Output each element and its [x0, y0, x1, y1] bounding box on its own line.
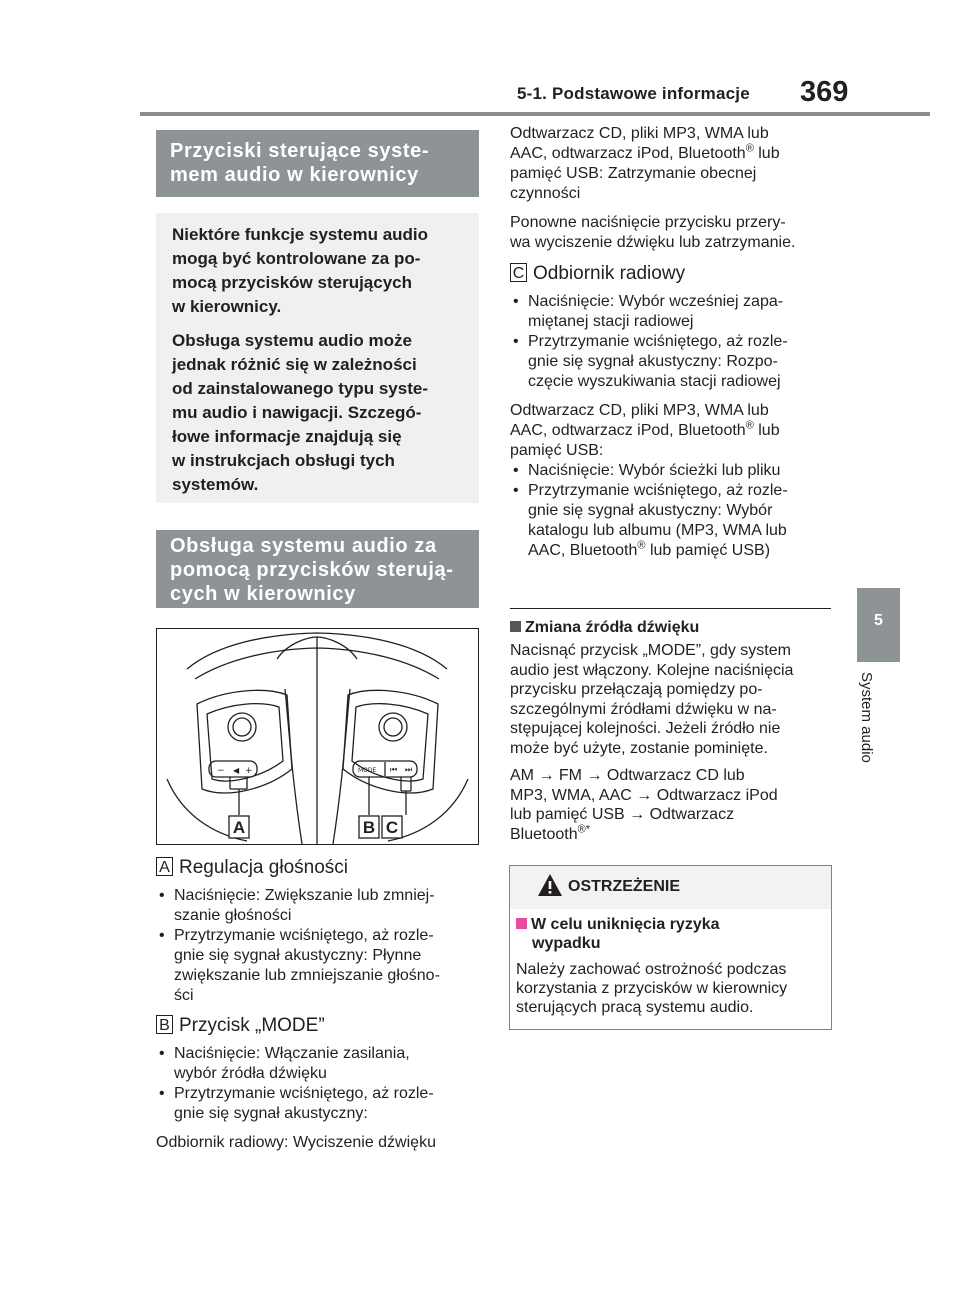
- text-line: AAC, odtwarzacz iPod, Bluetooth: [510, 422, 746, 439]
- continuation-paragraph: [510, 124, 840, 204]
- heading-steering-controls: [156, 130, 479, 197]
- section-title: 5-1. Podstawowe informacje: [517, 84, 750, 103]
- text-line: Ponowne naciśnięcie przycisku przery-: [510, 214, 786, 231]
- text-line: jednak różnić się w zależności: [172, 355, 417, 374]
- list-item: [510, 461, 840, 481]
- intro-paragraph-2: [172, 329, 465, 497]
- text-line: szanie głośności: [174, 907, 292, 924]
- warning-header: [510, 866, 831, 909]
- media-paragraph: [510, 401, 840, 461]
- tag-c: C: [510, 263, 527, 282]
- steering-wheel-drawing: [157, 629, 478, 844]
- radio-mute-line: Odbiornik radiowy: Wyciszenie dźwięku: [156, 1134, 436, 1151]
- text-line: pamięć USB:: [510, 442, 604, 459]
- tag-a: A: [156, 857, 173, 876]
- text-line: lub: [758, 422, 780, 439]
- text-line: Bluetooth: [510, 825, 578, 843]
- item-a-heading: [156, 857, 486, 879]
- heading-line: pomocą przycisków sterują-: [170, 559, 454, 581]
- text-line: korzystania z przycisków w kierownicy: [516, 980, 788, 997]
- text-line: przycisku przełączają pomiędzy po-: [510, 681, 763, 698]
- label-b: B: [362, 818, 376, 837]
- text-line: w instrukcjach obsługi tych: [172, 451, 395, 470]
- list-item: [156, 926, 486, 1006]
- text-line: MP3, WMA, AAC → Odtwarzacz iPod: [510, 786, 778, 804]
- text-line: wypadku: [532, 935, 601, 952]
- intro-paragraph-1: [172, 223, 465, 319]
- warning-triangle-icon: [537, 873, 563, 897]
- square-bullet-icon: [516, 918, 527, 929]
- heading-underline: [156, 606, 479, 608]
- text-line: AM → FM → Odtwarzacz CD lub: [510, 767, 745, 784]
- text-line: w kierownicy.: [172, 297, 282, 316]
- text-line: gnie się sygnał akustyczny:: [174, 1105, 368, 1122]
- heading-line: Przyciski sterujące syste-: [170, 140, 430, 162]
- text-line: zwiększanie lub zmniejszanie głośno-: [174, 967, 440, 984]
- intro-box: [156, 213, 479, 503]
- text-line: wa wyciszenie dźwięku lub zatrzymanie.: [510, 234, 796, 251]
- heading-line: mem audio w kierownicy: [170, 164, 419, 186]
- section-divider: [510, 608, 831, 609]
- left-column-text: [156, 857, 486, 1153]
- text-line: Niektóre funkcje systemu audio: [172, 225, 429, 244]
- heading-audio-operation: [156, 530, 479, 608]
- warning-title: OSTRZEŻENIE: [568, 878, 681, 895]
- list-item: [510, 481, 840, 561]
- text-line: Naciśnięcie: Włączanie zasilania,: [174, 1045, 410, 1062]
- text-line: miętanej stacji radiowej: [528, 313, 694, 330]
- text-line: ści: [174, 987, 194, 1004]
- unmute-paragraph: [510, 213, 840, 253]
- text-line: audio jest włączony. Kolejne naciśnięcia: [510, 661, 794, 679]
- text-line: lub: [758, 145, 780, 162]
- chapter-number: 5: [874, 612, 883, 629]
- text-line: szczególnymi źródłami dźwięku w na-: [510, 700, 777, 718]
- text-line: stępującej kolejności. Jeżeli źródło nie: [510, 720, 781, 737]
- speaker-icon: ◀: [233, 766, 240, 775]
- source-change-text: [510, 641, 840, 758]
- text-line: mogą być kontrolowane za po-: [172, 249, 421, 268]
- list-item: [156, 1084, 486, 1124]
- text-line: Naciśnięcie: Wybór ścieżki lub pliku: [528, 462, 781, 479]
- text-line: katalogu lub albumu (MP3, WMA lub: [528, 522, 787, 539]
- chapter-label-text: System audio: [858, 672, 875, 763]
- text-line: lub pamięć USB → Odtwarzacz: [510, 806, 735, 823]
- text-line: W celu uniknięcia ryzyka: [531, 916, 720, 933]
- seek-forward-icon: ⏭: [405, 765, 413, 774]
- text-line: może być użyte, zostanie pominięte.: [510, 739, 768, 757]
- volume-minus-icon: −: [217, 766, 225, 776]
- text-line: Obsługa systemu audio może: [172, 331, 412, 350]
- text-line: od zainstalowanego typu syste-: [172, 379, 428, 398]
- registered-mark: ®: [637, 539, 646, 552]
- text-line: Naciśnięcie: Wybór wcześniej zapa-: [528, 293, 784, 310]
- text-line: AAC, odtwarzacz iPod, Bluetooth: [510, 145, 746, 162]
- label-a: A: [232, 818, 246, 837]
- text-line: AAC, Bluetooth: [528, 542, 638, 559]
- text-line: Zmiana źródła dźwięku: [525, 619, 700, 636]
- heading-line: cych w kierownicy: [170, 583, 356, 605]
- item-b-heading: [156, 1015, 486, 1037]
- registered-mark: ®: [745, 419, 754, 432]
- list-item: [156, 1044, 486, 1084]
- list-item: [510, 332, 840, 392]
- list-item: [156, 886, 486, 926]
- text-line: systemów.: [172, 475, 259, 494]
- seek-back-icon: ⏮: [390, 765, 398, 774]
- text-line: Przytrzymanie wciśniętego, aż rozle-: [528, 333, 788, 350]
- text-line: Należy zachować ostrożność podczas: [516, 961, 787, 978]
- item-b-title: Przycisk „MODE”: [179, 1015, 325, 1036]
- footnote-star: *: [585, 823, 590, 836]
- right-column-text: [510, 124, 840, 561]
- text-line: wybór źródła dźwięku: [174, 1065, 327, 1082]
- heading-line: Obsługa systemu audio za: [170, 535, 437, 557]
- label-c: C: [385, 818, 399, 837]
- item-b-list: [156, 1044, 486, 1124]
- text-line: Odtwarzacz CD, pliki MP3, WMA lub: [510, 125, 769, 142]
- text-line: czynności: [510, 185, 581, 202]
- text-line: lub pamięć USB): [649, 542, 771, 559]
- text-line: gnie się sygnał akustyczny: Płynne: [174, 947, 422, 964]
- steering-wheel-illustration: [156, 628, 479, 845]
- tag-b: B: [156, 1015, 173, 1034]
- mode-label: MODE: [358, 767, 377, 774]
- text-line: Przytrzymanie wciśniętego, aż rozle-: [174, 927, 434, 944]
- item-c-list: [510, 292, 840, 392]
- page-number: 369: [800, 76, 849, 108]
- text-line: częcie wyszukiwania stacji radiowej: [528, 373, 781, 390]
- list-item: [510, 292, 840, 332]
- text-line: gnie się sygnał akustyczny: Rozpo-: [528, 353, 778, 370]
- text-line: łowe informacje znajdują się: [172, 427, 402, 446]
- text-line: Odtwarzacz CD, pliki MP3, WMA lub: [510, 402, 769, 419]
- chapter-label: [858, 672, 878, 802]
- square-bullet-icon: [510, 621, 521, 632]
- text-line: mu audio i nawigacji. Szczegó-: [172, 403, 422, 422]
- text-line: pamięć USB: Zatrzymanie obecnej: [510, 165, 757, 182]
- header-rule: [140, 112, 930, 116]
- text-line: sterujących pracą systemu audio.: [516, 999, 754, 1016]
- text-line: Przytrzymanie wciśniętego, aż rozle-: [174, 1085, 434, 1102]
- text-line: Naciśnięcie: Zwiększanie lub zmniej-: [174, 887, 435, 904]
- text-line: gnie się sygnał akustyczny: Wybór: [528, 502, 773, 519]
- source-change-title: [510, 618, 840, 638]
- item-c-title: Odbiornik radiowy: [533, 263, 686, 284]
- item-a-list: [156, 886, 486, 1006]
- registered-mark: ®: [577, 823, 586, 836]
- source-change-section: [510, 618, 840, 844]
- volume-plus-icon: +: [245, 766, 253, 776]
- text-line: Nacisnąć przycisk „MODE”, gdy system: [510, 642, 791, 659]
- text-line: Przytrzymanie wciśniętego, aż rozle-: [528, 482, 788, 499]
- warning-subtitle: [516, 915, 816, 953]
- text-line: mocą przycisków sterujących: [172, 273, 413, 292]
- item-c-heading: [510, 263, 840, 285]
- media-list: [510, 461, 840, 561]
- source-order: [510, 766, 840, 844]
- warning-text: [516, 960, 826, 1017]
- registered-mark: ®: [745, 142, 754, 155]
- warning-box: [509, 865, 832, 1030]
- item-a-title: Regulacja głośności: [179, 857, 348, 878]
